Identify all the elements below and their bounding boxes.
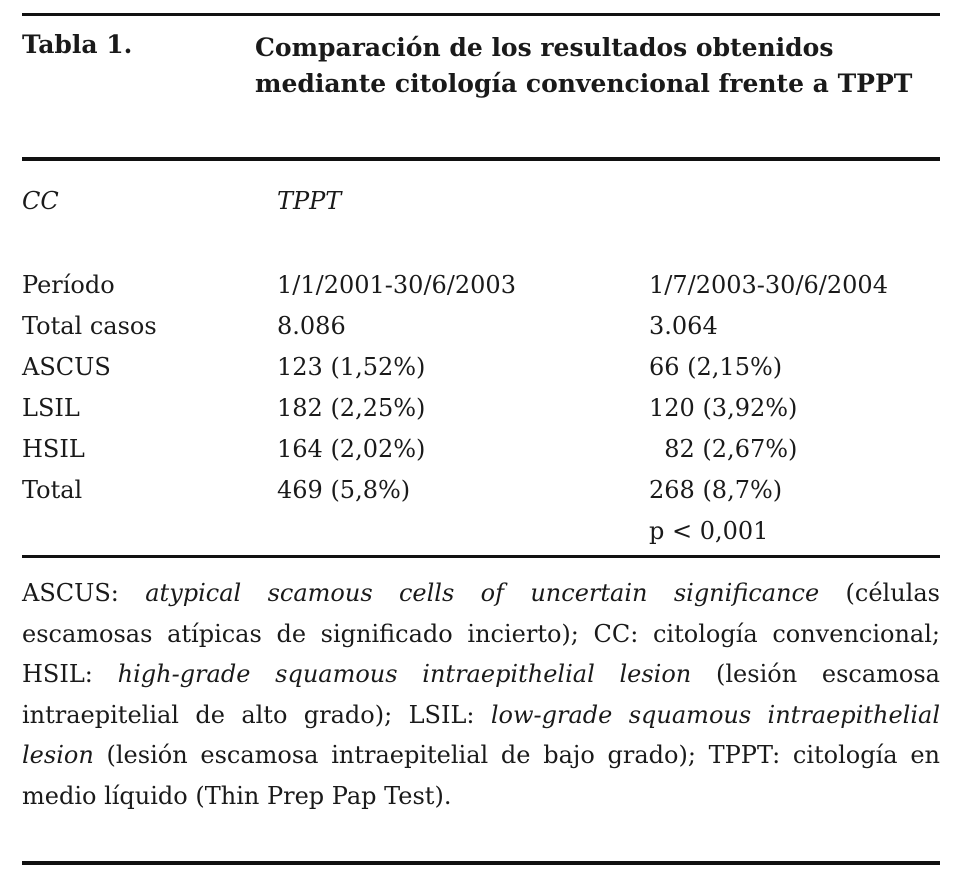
footnote-text: (células escamosas atípicas de significado incierto); CC: citología convencional; HSIL: (22, 579, 940, 688)
header-rule (22, 157, 940, 161)
table-row (22, 472, 940, 513)
cell-cc: 182 (2,25%) (277, 394, 426, 422)
top-rule (22, 13, 940, 16)
table-row (22, 308, 940, 349)
row-label: ASCUS (22, 353, 111, 381)
cell-tppt: 268 (8,7%) (649, 476, 783, 504)
cell-tppt: 66 (2,15%) (649, 353, 783, 381)
table-footnote (22, 573, 940, 816)
bottom-rule (22, 861, 940, 865)
footnote-term: atypical scamous cells of uncertain significance (145, 579, 820, 607)
cell-cc: 1/1/2001-30/6/2003 (277, 271, 516, 299)
column-header-tppt: TPPT (277, 187, 342, 215)
table-row (22, 349, 940, 390)
footer-rule (22, 555, 940, 558)
footnote-text: ASCUS: (22, 579, 146, 607)
table-row (22, 390, 940, 431)
cell-tppt: 120 (3,92%) (649, 394, 798, 422)
p-value: p < 0,001 (649, 517, 769, 545)
footnote-term: high-grade squamous intraepithelial lesion (117, 660, 692, 688)
column-header-cc: CC (22, 187, 59, 215)
cell-tppt: 3.064 (649, 312, 718, 340)
row-label: HSIL (22, 435, 85, 463)
cell-cc: 8.086 (277, 312, 346, 340)
table-row (22, 431, 940, 472)
table-label: Tabla 1. (22, 30, 133, 59)
footnote-text: (lesión escamosa intraepitelial de bajo grado); TPPT: citología en medio líquido (Thin Prep Pap Test). (22, 741, 940, 810)
table-figure (22, 0, 940, 880)
row-label: Período (22, 271, 115, 299)
footnote-text: (lesión escamosa intraepitelial de alto grado); LSIL: (22, 660, 940, 729)
table-title: Comparación de los resultados obtenidos mediante citología convencional frente a TPPT (255, 33, 913, 98)
cell-cc: 123 (1,52%) (277, 353, 426, 381)
table-row (22, 513, 940, 554)
row-label: LSIL (22, 394, 80, 422)
cell-cc: 469 (5,8%) (277, 476, 411, 504)
cell-cc: 164 (2,02%) (277, 435, 426, 463)
row-label: Total (22, 476, 83, 504)
footnote-term: low-grade squamous intraepithelial lesion (22, 700, 940, 769)
cell-tppt: 1/7/2003-30/6/2004 (649, 271, 888, 299)
cell-tppt: 82 (2,67%) (649, 435, 798, 463)
row-label: Total casos (22, 312, 157, 340)
table-body (22, 267, 940, 554)
table-row (22, 267, 940, 308)
